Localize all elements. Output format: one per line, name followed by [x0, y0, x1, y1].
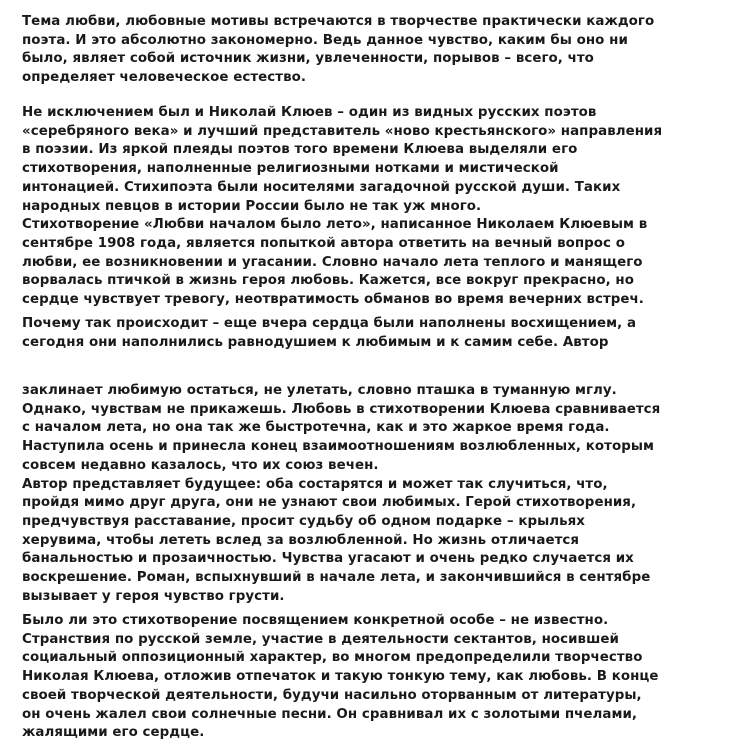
paragraph-conclusion: Было ли это стихотворение посвящением конкретной особе – не известно. Странствия по русской земле, участие в деятельности сектантов, носившей социальный оппозиционный характер, во многом предопределили творчество Николая Клюева, отложив отпечаток и такую тонкую тему, как любовь. В конце своей творческой деятельности, будучи насильно оторванным от литературы, он очень жалел свои солнечные песни. Он сравнивал их с золотыми пчелами, жалящими его сердце. [22, 613, 659, 741]
paragraph-why: Почему так происходит – еще вчера сердца были наполнены восхищением, а сегодня они наполнились равнодушием к любимым и к самим себе. Автор [22, 316, 637, 350]
paragraph-klyuev: Не исключением был и Николай Клюев – один из видных русских поэтов «серебряного века» и лучший представитель «ново крестьянского» направления в поэзии. Из яркой плеяды поэтов того времени Клюева выделяли его стихотворения, наполненные религиозными нотками и мистической интонацией. Стихипоэта были носителями загадочной русской души. Таких народных певцов в истории России было не так уж много. Стихотворение «Любви началом было лето», написанное Николаем Клюевым в сентябре 1908 года, является попыткой автора ответить на вечный вопрос о любви, ее возникновении и угасании. Словно начало лета теплого и манящего ворвалась птичкой в жизнь героя любовь. Кажется, все вокруг прекрасно, но сердце чувствует тревогу, неотвратимость обманов во время вечерних встреч. [22, 105, 663, 308]
paragraph-intro: Тема любви, любовные мотивы встречаются в творчестве практически каждого поэта. И это абсолютно закономерно. Ведь данное чувство, каким бы оно ни было, являет собой источник жизни, увлеченности, порывов – всего, что определяет человеческое естество. [22, 14, 655, 86]
paragraph-future: заклинает любимую остаться, не улетать, словно пташка в туманную мглу. Однако, чувствам не прикажешь. Любовь в стихотворении Клюева сравнивается с началом лета, но она так же быстротечна, как и это жаркое время года. Наступила осень и принесла конец взаимоотношениям возлюбленных, которым совсем недавно казалось, что их союз вечен. Автор представляет будущее: оба состарятся и может так случиться, что, пройдя мимо друг друга, они не узнают свои любимых. Герой стихотворения, предчувствуя расставание, просит судьбу об одном подарке – крыльях херувима, чтобы лететь вслед за возлюбленной. Но жизнь отличается банальностью и прозаичностью. Чувства угасают и очень редко случается их воскрешение. Роман, вспыхнувший в начале лета, и закончившийся в сентябре вызывает у героя чувство грусти. [22, 383, 661, 604]
